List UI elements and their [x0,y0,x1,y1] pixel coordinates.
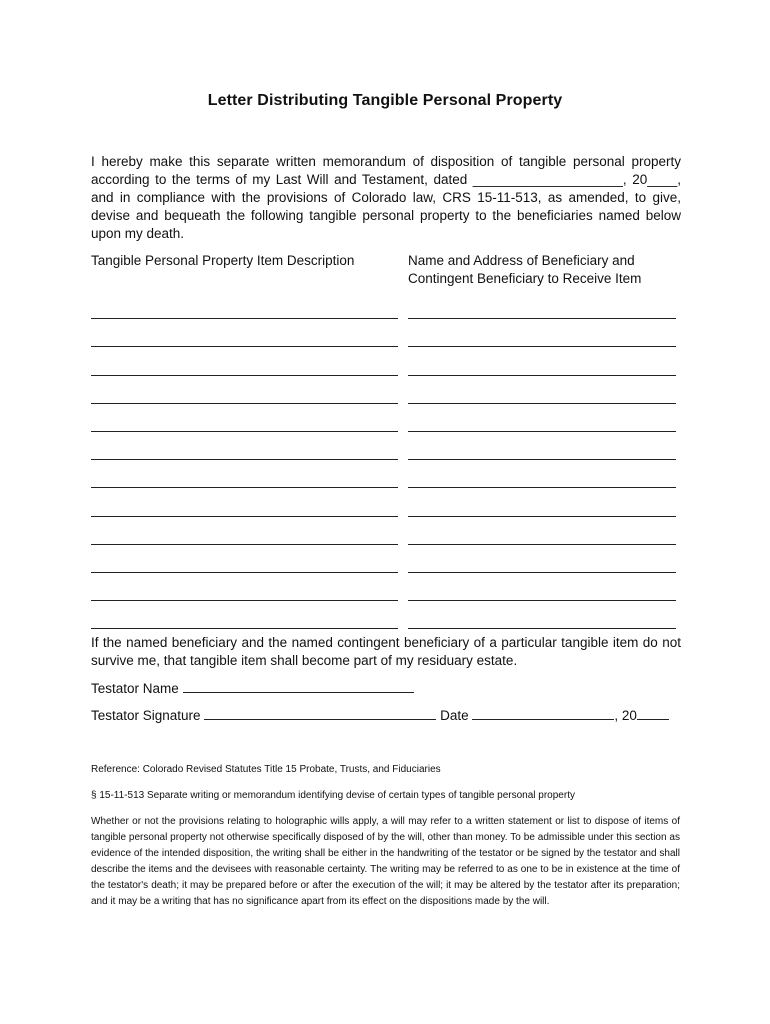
beneficiary-field[interactable] [408,431,676,432]
item-description-field[interactable] [91,544,398,545]
date-label: Date [440,708,469,723]
item-description-field[interactable] [91,459,398,460]
item-description-field[interactable] [91,572,398,573]
item-row [91,553,681,581]
beneficiary-field[interactable] [408,459,676,460]
item-description-field[interactable] [91,318,398,319]
beneficiary-field[interactable] [408,318,676,319]
item-description-field[interactable] [91,403,398,404]
item-row [91,581,681,609]
beneficiary-header: Name and Address of Beneficiary and Contingent Beneficiary to Receive Item [408,253,642,286]
item-description-field[interactable] [91,628,398,629]
testator-name-label: Testator Name [91,681,179,696]
beneficiary-field[interactable] [408,516,676,517]
document-title: Letter Distributing Tangible Personal Property [207,92,563,109]
reference-line: Reference: Colorado Revised Statutes Title 15 Probate, Trusts, and Fiduciaries [91,764,441,775]
beneficiary-field[interactable] [408,572,676,573]
year-prefix: , 20 [614,708,637,723]
testator-signature-line [91,707,669,725]
item-description-header: Tangible Personal Property Item Description [91,253,355,268]
item-row [91,327,681,355]
beneficiary-field[interactable] [408,487,676,488]
testator-signature-label: Testator Signature [91,708,201,723]
item-description-field[interactable] [91,487,398,488]
item-rows [91,299,681,637]
beneficiary-field[interactable] [408,375,676,376]
item-description-field[interactable] [91,375,398,376]
testator-signature-field[interactable] [204,707,436,720]
year-field[interactable] [637,707,669,720]
item-row [91,525,681,553]
date-field[interactable] [472,707,614,720]
item-row [91,299,681,327]
beneficiary-field[interactable] [408,628,676,629]
item-description-field[interactable] [91,346,398,347]
item-row [91,496,681,524]
item-row [91,440,681,468]
survive-paragraph: If the named beneficiary and the named contingent beneficiary of a particular tangible item do not survive me, that tangible item shall become part of my residuary estate. [91,635,681,668]
item-row [91,412,681,440]
item-row [91,384,681,412]
statute-section-heading: § 15-11-513 Separate writing or memorandum identifying devise of certain types of tangible personal property [91,790,575,801]
beneficiary-field[interactable] [408,403,676,404]
item-description-field[interactable] [91,516,398,517]
item-row [91,355,681,383]
testator-name-line [91,680,414,698]
beneficiary-field[interactable] [408,346,676,347]
item-description-field[interactable] [91,600,398,601]
item-description-field[interactable] [91,431,398,432]
intro-paragraph: I hereby make this separate written memorandum of disposition of tangible personal property according to the terms of my Last Will and Testament, dated ____________________, 20____, and in compliance with the provisions of Colorado law, CRS 15-11-513, as amended, to give, devise and bequeath the following tangible personal property to the beneficiaries named below upon my death. [91,154,681,241]
beneficiary-field[interactable] [408,600,676,601]
statute-text: Whether or not the provisions relating to holographic wills apply, a will may refer to a written statement or list to dispose of items of tangible personal property not otherwise specifically disposed of by the will, other than money. To be admissible under this section as evidence of the intended disposition, the writing shall be either in the handwriting of the testator or be signed by the testator and shall describe the items and the devisees with reasonable certainty. The writing may be referred to as one to be in existence at the time of the testator's death; it may be prepared before or after the execution of the will; it may be altered by the testator after its preparation; and it may be a writing that has no significance apart from its effect on the dispositions made by the will. [91,816,680,907]
beneficiary-field[interactable] [408,544,676,545]
testator-name-field[interactable] [183,680,414,693]
item-row [91,468,681,496]
